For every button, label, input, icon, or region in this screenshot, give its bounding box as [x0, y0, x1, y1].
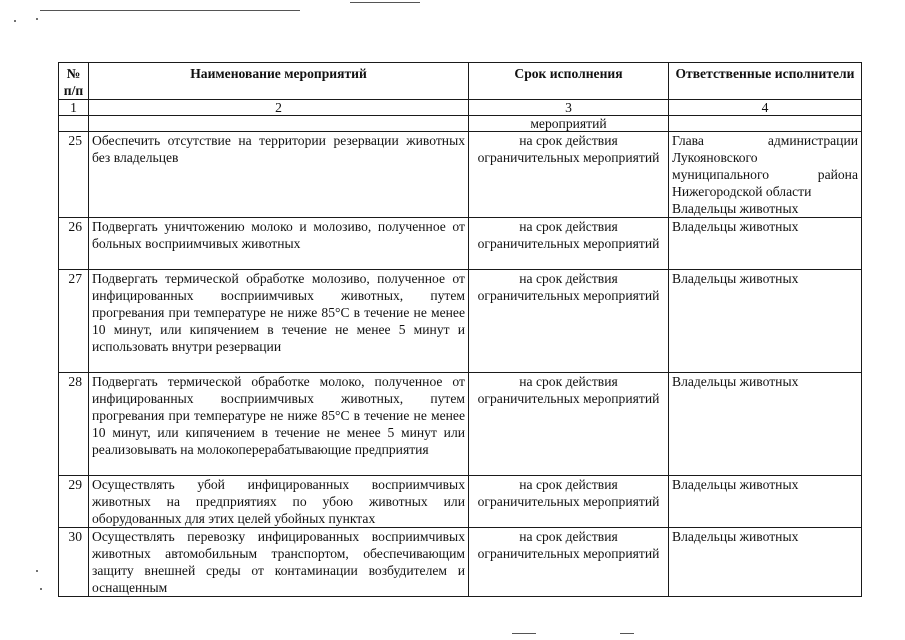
scan-artifact-dot	[36, 18, 38, 20]
column-index: 4	[669, 100, 862, 116]
cell-num: 30	[59, 528, 89, 597]
cell-responsible	[669, 116, 862, 132]
responsible-word: администрации	[767, 133, 858, 148]
column-index: 3	[469, 100, 669, 116]
cell-responsible	[669, 132, 862, 218]
cell-deadline: мероприятий	[469, 116, 669, 132]
cell-name: Подвергать уничтожению молоко и молозиво, полученное от больных восприимчивых животных	[89, 218, 469, 270]
table-row	[59, 270, 862, 373]
responsible-word: района	[817, 167, 858, 182]
responsible-line: Лукояновского	[672, 150, 758, 165]
header-responsible: Ответственные исполнители	[669, 63, 862, 100]
cell-name: Подвергать термической обработке молоко, полученное от инфицированных восприимчивых животных, путем прогревания при температуре не ниже 85°С в течение не менее 10 минут, или кипячением в течение не менее 5 минут или реализовывать на молокоперерабатывающие предприятия	[89, 373, 469, 476]
cell-name: Подвергать термической обработке молозиво, полученное от инфицированных восприимчивых животных, путем прогревания при температуре не ниже 85°С в течение не менее 10 минут, или кипячением в течение не менее 5 минут и использовать внутри резервации	[89, 270, 469, 373]
table-header-row	[59, 63, 862, 100]
table-row	[59, 476, 862, 528]
table-row	[59, 373, 862, 476]
scan-artifact-dot	[14, 20, 16, 22]
header-num: № п/п	[59, 63, 89, 100]
cell-num: 28	[59, 373, 89, 476]
cell-deadline: на срок действия ограничительных мероприятий	[469, 476, 669, 528]
responsible-word: Глава	[672, 133, 704, 148]
table-row	[59, 132, 862, 218]
cell-deadline: на срок действия ограничительных мероприятий	[469, 528, 669, 597]
cell-responsible: Владельцы животных	[669, 528, 862, 597]
cell-responsible: Владельцы животных	[669, 270, 862, 373]
cell-responsible: Владельцы животных	[669, 476, 862, 528]
responsible-line	[672, 132, 858, 149]
cell-num: 27	[59, 270, 89, 373]
continuation-row	[59, 116, 862, 132]
cell-responsible: Владельцы животных	[669, 373, 862, 476]
table-row	[59, 528, 862, 597]
responsible-word: муниципального	[672, 167, 770, 182]
table-row	[59, 218, 862, 270]
scan-artifact-dot	[40, 588, 42, 590]
responsible-line	[672, 166, 858, 183]
scan-artifact-line	[512, 633, 536, 634]
cell-deadline: на срок действия ограничительных мероприятий	[469, 270, 669, 373]
column-index: 1	[59, 100, 89, 116]
cell-num: 26	[59, 218, 89, 270]
scan-artifact-line	[620, 633, 634, 634]
cell-num: 29	[59, 476, 89, 528]
column-index: 2	[89, 100, 469, 116]
measures-table	[58, 62, 862, 597]
cell-num: 25	[59, 132, 89, 218]
scan-artifact-line	[40, 10, 300, 11]
cell-responsible: Владельцы животных	[669, 218, 862, 270]
cell-name	[89, 116, 469, 132]
cell-name: Осуществлять убой инфицированных восприимчивых животных на предприятиях по убою животных или оборудованных для этих целей убойных пунктах	[89, 476, 469, 528]
responsible-line: Нижегородской области	[672, 184, 812, 199]
header-name: Наименование мероприятий	[89, 63, 469, 100]
scan-artifact-dot	[36, 570, 38, 572]
cell-deadline: на срок действия ограничительных мероприятий	[469, 218, 669, 270]
cell-name: Обеспечить отсутствие на территории резервации животных без владельцев	[89, 132, 469, 218]
column-index-row	[59, 100, 862, 116]
cell-name: Осуществлять перевозку инфицированных восприимчивых животных автомобильным транспортом, обеспечивающим защиту внешней среды от контаминации возбудителем и оснащенным	[89, 528, 469, 597]
cell-deadline: на срок действия ограничительных мероприятий	[469, 373, 669, 476]
header-deadline: Срок исполнения	[469, 63, 669, 100]
scan-artifact-line	[350, 2, 420, 3]
responsible-line: Владельцы животных	[672, 201, 799, 216]
cell-num	[59, 116, 89, 132]
cell-deadline: на срок действия ограничительных мероприятий	[469, 132, 669, 218]
